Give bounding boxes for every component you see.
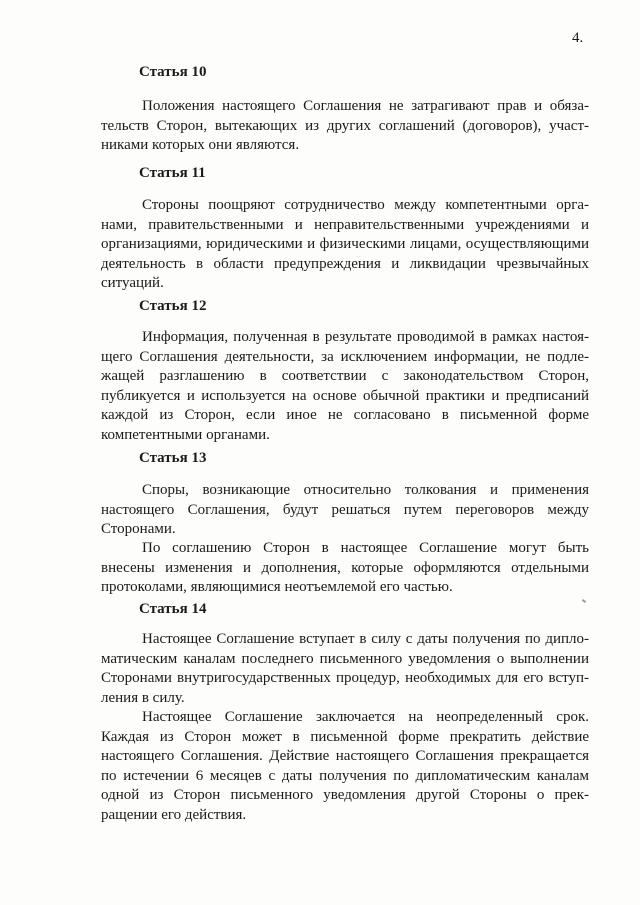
text-line: публикуется и используется на основе обычной практики и предписаний: [101, 387, 589, 404]
text-line: протоколами, являющимися неотъемлемой его частью.: [101, 579, 453, 595]
article-12-heading: Статья 12: [139, 298, 207, 314]
text-line: внесены изменения и дополнения, которые оформляются отдельными: [101, 559, 589, 576]
article-11-heading: Статья 11: [139, 165, 206, 181]
article-10-paragraph-1: [101, 97, 589, 156]
text-line: одной из Сторон письменного уведомления другой Стороны о прек-: [101, 787, 589, 803]
text-line: Положения настоящего Соглашения не затрагивают прав и обяза-: [142, 98, 589, 114]
text-line: деятельность в области предупреждения и ликвидации чрезвычайных: [101, 255, 589, 272]
text-line: настоящего Соглашения, будут решаться путем переговоров между: [101, 501, 589, 518]
text-line: матическим каналам последнего письменного уведомления о выполнении: [101, 650, 589, 667]
article-11-paragraph-1: [101, 196, 589, 294]
article-13-heading: Статья 13: [139, 450, 207, 466]
text-line: организациями, юридическими и физическими лицами, осуществляющими: [101, 236, 589, 252]
article-13-paragraph-1: [101, 481, 589, 540]
text-line: По соглашению Сторон в настоящее Соглашение могут быть: [142, 540, 589, 556]
text-line: Сторонами внутригосударственных процедур, необходимых для его вступ-: [101, 670, 589, 686]
text-line: Настоящее Соглашение вступает в силу с даты получения по дипло-: [142, 631, 589, 647]
text-line: Сторонами.: [101, 521, 176, 537]
text-line: нами, правительственными и неправительственными учреждениями и: [101, 216, 589, 233]
text-line: щего Соглашения деятельности, за исключением информации, не подле-: [101, 348, 589, 365]
text-line: тельств Сторон, вытекающих из других соглашений (договоров), участ-: [101, 117, 589, 134]
article-13-paragraph-2: [101, 539, 589, 598]
text-line: по истечении 6 месяцев с даты получения по дипломатическим каналам: [101, 767, 589, 784]
text-line: Каждая из Сторон может в письменной форме прекратить действие: [101, 728, 589, 745]
text-line: компетентными органами.: [101, 426, 270, 443]
article-10-heading: Статья 10: [139, 64, 207, 80]
article-14-paragraph-1: [101, 630, 589, 708]
text-line: жащей разглашению в соответствии с законодательством Сторон,: [101, 368, 589, 384]
text-line: ращении его действия.: [101, 806, 247, 823]
text-line: каждой из Сторон, если иное не согласовано в письменной форме: [101, 407, 589, 423]
text-line: Споры, возникающие относительно толкования и применения: [142, 482, 589, 498]
text-line: ситуаций.: [101, 275, 164, 291]
scan-mark: [582, 599, 586, 603]
page-number: 4.: [572, 30, 584, 46]
text-line: Информация, полученная в результате проводимой в рамках настоя-: [142, 329, 589, 345]
text-line: Настоящее Соглашение заключается на неопределенный срок.: [142, 709, 589, 725]
article-12-paragraph-1: [101, 328, 589, 445]
text-line: настоящего Соглашения. Действие настоящего Соглашения прекращается: [101, 748, 589, 764]
article-14-paragraph-2: [101, 708, 589, 825]
text-line: ления в силу.: [101, 689, 185, 706]
article-14-heading: Статья 14: [139, 601, 207, 617]
text-line: Стороны поощряют сотрудничество между компетентными орга-: [142, 197, 589, 213]
text-line: никами которых они являются.: [101, 137, 300, 153]
